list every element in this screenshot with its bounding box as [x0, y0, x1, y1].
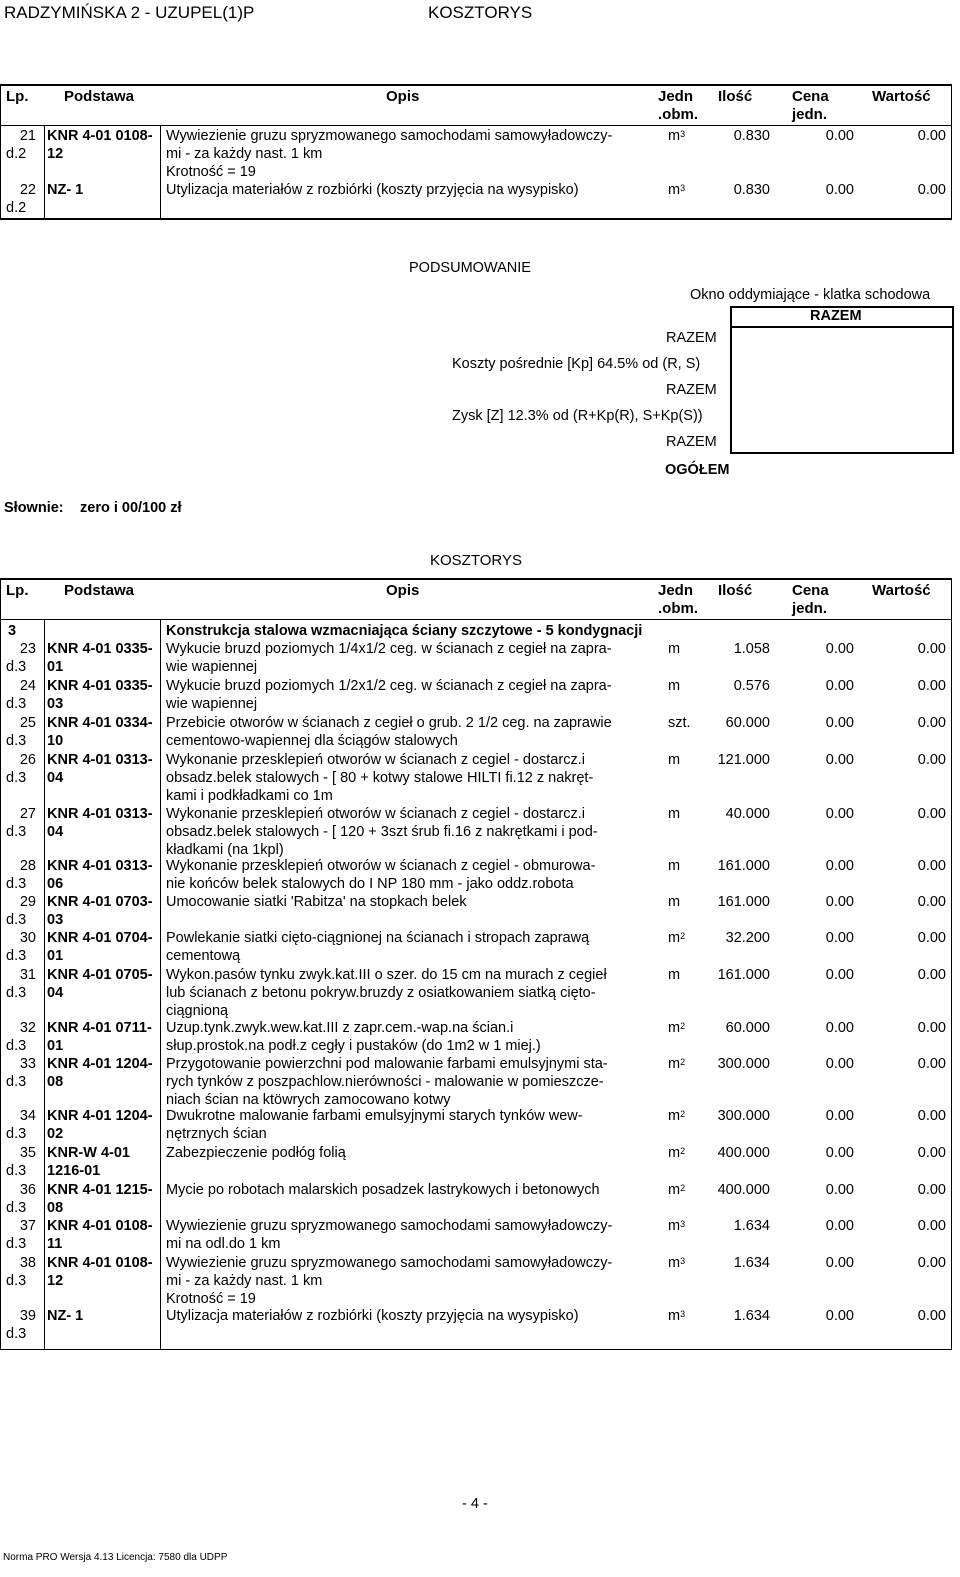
row-podstawa: KNR 4-01 0334- — [47, 715, 153, 731]
row-opis-line: Wywiezienie gruzu spryzmowanego samochodami samowyładowczy- — [166, 1255, 613, 1271]
row-opis-line: Zabezpieczenie podłóg folią — [166, 1145, 346, 1161]
razem-header: RAZEM — [810, 308, 862, 324]
row-wartosc: 0.00 — [917, 128, 946, 144]
row-jedn: $m^3$ — [668, 1218, 686, 1234]
row-cena: 0.00 — [825, 967, 854, 983]
row-jedn: $m^2$ — [668, 1020, 686, 1036]
col-cena-jedn: jedn. — [792, 106, 828, 123]
row-cena: 0.00 — [825, 1056, 854, 1072]
row-ilosc: 32.200 — [725, 930, 770, 946]
table-left-border — [0, 578, 1, 1349]
slownie-label: Słownie: — [4, 500, 64, 516]
table-column-rule — [44, 620, 45, 1349]
row-podstawa-sub: 03 — [47, 696, 64, 712]
row-lp-ref: d.3 — [6, 1273, 27, 1289]
unit-exponent: 2 — [680, 1146, 686, 1156]
row-ilosc: 1.634 — [733, 1308, 770, 1324]
table-bottom-border — [0, 1349, 952, 1350]
unit-exponent: 2 — [680, 1057, 686, 1067]
row-podstawa-sub: 03 — [47, 912, 64, 928]
table-right-border — [951, 578, 952, 1349]
row-podstawa: KNR 4-01 1215- — [47, 1182, 153, 1198]
row-wartosc: 0.00 — [917, 752, 946, 768]
row-lp: 23 — [19, 641, 36, 657]
row-podstawa-sub: 11 — [47, 1236, 63, 1252]
row-opis-line: ciągnioną — [166, 1003, 229, 1019]
row-podstawa: KNR 4-01 0335- — [47, 678, 153, 694]
row-cena: 0.00 — [825, 641, 854, 657]
row-opis-line: wie wapiennej — [166, 696, 258, 712]
row-lp: 26 — [19, 752, 36, 768]
row-lp-ref: d.3 — [6, 1200, 27, 1216]
row-wartosc: 0.00 — [917, 182, 946, 198]
razem-label-3: RAZEM — [666, 434, 717, 450]
row-cena: 0.00 — [825, 1255, 854, 1271]
summary-section-name: Okno oddymiające - klatka schodowa — [690, 287, 931, 303]
row-ilosc: 1.634 — [733, 1255, 770, 1271]
row-jedn: $m^3$ — [668, 128, 686, 144]
col-cena: Cena — [792, 88, 829, 105]
row-cena: 0.00 — [825, 1308, 854, 1324]
row-opis-line: słup.prostok.na podł.z cegły i pustaków (do 1m2 w 1 miej.) — [166, 1038, 541, 1054]
row-lp: 39 — [19, 1308, 36, 1324]
row-jedn: m — [668, 678, 681, 694]
col-ilosc: Ilość — [718, 88, 753, 105]
row-lp: 29 — [19, 894, 36, 910]
row-lp-ref: d.3 — [6, 696, 27, 712]
row-ilosc: 300.000 — [717, 1056, 770, 1072]
row-cena: 0.00 — [825, 128, 854, 144]
row-podstawa-sub: 01 — [47, 659, 64, 675]
col-lp: Lp. — [6, 88, 29, 105]
table-header-top-border — [0, 578, 952, 580]
row-opis-line: Powlekanie siatki cięto-ciągnionej na ścianach i stropach zaprawą — [166, 930, 590, 946]
row-lp-ref: d.3 — [6, 912, 27, 928]
row-lp: 33 — [19, 1056, 36, 1072]
row-jedn: m — [668, 894, 681, 910]
row-jedn: $m^3$ — [668, 182, 686, 198]
row-ilosc: 161.000 — [717, 894, 770, 910]
row-ilosc: 60.000 — [725, 715, 770, 731]
unit-exponent: 3 — [680, 183, 686, 193]
col-jedn: Jedn — [658, 88, 694, 105]
row-podstawa: KNR 4-01 0705- — [47, 967, 153, 983]
row-podstawa: KNR 4-01 0335- — [47, 641, 153, 657]
footer-license: Norma PRO Wersja 4.13 Licencja: 7580 dla UDPP — [3, 1552, 228, 1563]
row-cena: 0.00 — [825, 715, 854, 731]
row-podstawa: KNR 4-01 0313- — [47, 806, 153, 822]
row-opis-line: kami i podkładkami co 1m — [166, 788, 333, 804]
row-cena: 0.00 — [825, 858, 854, 874]
row-wartosc: 0.00 — [917, 1020, 946, 1036]
unit-exponent: 3 — [680, 129, 686, 139]
row-cena: 0.00 — [825, 1020, 854, 1036]
row-ilosc: 40.000 — [725, 806, 770, 822]
row-lp: 32 — [19, 1020, 36, 1036]
row-podstawa-sub: 02 — [47, 1126, 64, 1142]
row-podstawa-sub: 1216-01 — [47, 1163, 101, 1179]
row-wartosc: 0.00 — [917, 858, 946, 874]
section-title: Konstrukcja stalowa wzmacniająca ściany szczytowe - 5 kondygnacji — [166, 623, 643, 639]
row-ilosc: 1.634 — [733, 1218, 770, 1234]
row-opis-line: wie wapiennej — [166, 659, 258, 675]
col-cena-jedn: jedn. — [792, 600, 828, 617]
row-podstawa-sub: 08 — [47, 1200, 64, 1216]
row-lp: 37 — [19, 1218, 36, 1234]
row-podstawa: KNR 4-01 0313- — [47, 858, 153, 874]
row-ilosc: 0.830 — [733, 128, 770, 144]
row-podstawa-sub: 04 — [47, 770, 64, 786]
row-opis-line: Wykucie bruzd poziomych 1/4x1/2 ceg. w ścianach z cegieł na zapra- — [166, 641, 612, 657]
row-lp-ref: d.3 — [6, 824, 27, 840]
row-cena: 0.00 — [825, 1218, 854, 1234]
col-opis: Opis — [386, 582, 420, 599]
page-number: - 4 - — [462, 1496, 488, 1512]
document-title: RADZYMIŃSKA 2 - UZUPEL(1)P — [4, 3, 255, 22]
row-opis-line: Przygotowanie powierzchni pod malowanie farbami emulsyjnymi sta- — [166, 1056, 608, 1072]
row-lp: 38 — [19, 1255, 36, 1271]
koszty-posrednie-label: Koszty pośrednie [Kp] 64.5% od (R, S) — [452, 356, 701, 372]
row-jedn: $m^2$ — [668, 930, 686, 946]
row-lp: 25 — [19, 715, 36, 731]
row-wartosc: 0.00 — [917, 715, 946, 731]
row-opis-line: Krotność = 19 — [166, 164, 256, 180]
row-podstawa-sub: 12 — [47, 146, 64, 162]
row-podstawa-sub: 01 — [47, 948, 64, 964]
row-opis-line: Utylizacja materiałów z rozbiórki (koszty przyjęcia na wysypisko) — [166, 182, 579, 198]
col-jedn: Jedn — [658, 582, 694, 599]
row-podstawa: KNR 4-01 0704- — [47, 930, 153, 946]
row-opis-line: Krotność = 19 — [166, 1291, 256, 1307]
row-wartosc: 0.00 — [917, 894, 946, 910]
col-wartosc: Wartość — [872, 88, 931, 105]
col-podstawa: Podstawa — [64, 582, 135, 599]
row-podstawa-sub: 10 — [47, 733, 64, 749]
row-opis-line: cementowo-wapiennej dla ściągów stalowych — [166, 733, 458, 749]
row-cena: 0.00 — [825, 1182, 854, 1198]
row-wartosc: 0.00 — [917, 1308, 946, 1324]
row-opis-line: Mycie po robotach malarskich posadzek lastrykowych i betonowych — [166, 1182, 600, 1198]
row-lp-ref: d.2 — [6, 146, 27, 162]
row-jedn: m — [668, 967, 681, 983]
row-opis-line: obsadz.belek stalowych - [ 80 + kotwy stalowe HILTI fi.12 z nakręt- — [166, 770, 594, 786]
row-wartosc: 0.00 — [917, 678, 946, 694]
row-wartosc: 0.00 — [917, 967, 946, 983]
row-opis-line: Wykonanie przesklepień otworów w ścianach z cegiel - dostarcz.i — [166, 752, 585, 768]
row-wartosc: 0.00 — [917, 1182, 946, 1198]
row-wartosc: 0.00 — [917, 1218, 946, 1234]
row-podstawa: KNR 4-01 0703- — [47, 894, 153, 910]
row-lp: 36 — [19, 1182, 36, 1198]
row-podstawa: KNR 4-01 0108- — [47, 1255, 153, 1271]
row-opis-line: mi na odl.do 1 km — [166, 1236, 281, 1252]
row-ilosc: 300.000 — [717, 1108, 770, 1124]
row-opis-line: Wykonanie przesklepień otworów w ścianach z cegiel - obmurowa- — [166, 858, 596, 874]
row-jedn: $m^2$ — [668, 1182, 686, 1198]
razem-label-2: RAZEM — [666, 382, 717, 398]
unit-exponent: 2 — [680, 931, 686, 941]
row-lp-ref: d.2 — [6, 200, 27, 216]
row-podstawa-sub: 04 — [47, 985, 64, 1001]
row-lp: 21 — [19, 128, 36, 144]
row-lp: 35 — [19, 1145, 36, 1161]
unit-exponent: 3 — [680, 1309, 686, 1319]
row-lp-ref: d.3 — [6, 1126, 27, 1142]
col-podstawa: Podstawa — [64, 88, 135, 105]
table-column-rule — [160, 620, 161, 1349]
row-lp: 22 — [19, 182, 36, 198]
row-cena: 0.00 — [825, 752, 854, 768]
row-lp: 27 — [19, 806, 36, 822]
col-lp: Lp. — [6, 582, 29, 599]
zysk-label: Zysk [Z] 12.3% od (R+Kp(R), S+Kp(S)) — [452, 408, 703, 424]
row-lp: 24 — [19, 678, 36, 694]
row-cena: 0.00 — [825, 930, 854, 946]
row-lp-ref: d.3 — [6, 1163, 27, 1179]
row-opis-line: Przebicie otworów w ścianach z cegieł o grub. 2 1/2 ceg. na zaprawie — [166, 715, 612, 731]
row-opis-line: mi - za każdy nast. 1 km — [166, 1273, 323, 1289]
row-ilosc: 1.058 — [733, 641, 770, 657]
row-lp-ref: d.3 — [6, 659, 27, 675]
row-opis-line: Umocowanie siatki 'Rabitza' na stopkach belek — [166, 894, 467, 910]
row-opis-line: lub ścianach z betonu pokryw.bruzdy z osiatkowaniem siatką cięto- — [166, 985, 596, 1001]
row-ilosc: 161.000 — [717, 858, 770, 874]
row-cena: 0.00 — [825, 678, 854, 694]
row-opis-line: Uzup.tynk.zwyk.wew.kat.III z zapr.cem.-wap.na ścian.i — [166, 1020, 514, 1036]
row-lp: 30 — [19, 930, 36, 946]
row-ilosc: 60.000 — [725, 1020, 770, 1036]
row-cena: 0.00 — [825, 1145, 854, 1161]
unit-exponent: 2 — [680, 1109, 686, 1119]
row-jedn: $m^3$ — [668, 1308, 686, 1324]
row-wartosc: 0.00 — [917, 641, 946, 657]
col-opis: Opis — [386, 88, 420, 105]
row-wartosc: 0.00 — [917, 1056, 946, 1072]
row-cena: 0.00 — [825, 1108, 854, 1124]
row-jedn: $m^2$ — [668, 1145, 686, 1161]
col-jedn-obm: .obm. — [658, 600, 698, 617]
row-podstawa: KNR 4-01 0108- — [47, 1218, 153, 1234]
row-podstawa: NZ- 1 — [47, 182, 84, 198]
row-lp-ref: d.3 — [6, 1038, 27, 1054]
row-opis-line: Wykonanie przesklepień otworów w ścianach z cegiel - dostarcz.i — [166, 806, 585, 822]
row-lp-ref: d.3 — [6, 1074, 27, 1090]
section-number: 3 — [8, 623, 17, 639]
row-podstawa: KNR 4-01 1204- — [47, 1108, 153, 1124]
row-opis-line: mi - za każdy nast. 1 km — [166, 146, 323, 162]
unit-exponent: 3 — [680, 1219, 686, 1229]
row-lp-ref: d.3 — [6, 1326, 27, 1342]
row-opis-line: nie końców belek stalowych do I NP 180 mm - jako oddz.robota — [166, 876, 574, 892]
row-lp: 34 — [19, 1108, 36, 1124]
row-jedn: m — [668, 858, 681, 874]
row-podstawa: KNR 4-01 0313- — [47, 752, 153, 768]
col-ilosc: Ilość — [718, 582, 753, 599]
row-podstawa: KNR-W 4-01 — [47, 1145, 130, 1161]
row-podstawa-sub: 12 — [47, 1273, 64, 1289]
row-ilosc: 400.000 — [717, 1182, 770, 1198]
row-opis-line: Wywiezienie gruzu spryzmowanego samochodami samowyładowczy- — [166, 1218, 613, 1234]
row-opis-line: Dwukrotne malowanie farbami emulsyjnymi starych tynków wew- — [166, 1108, 583, 1124]
row-wartosc: 0.00 — [917, 930, 946, 946]
row-opis-line: Utylizacja materiałów z rozbiórki (koszty przyjęcia na wysypisko) — [166, 1308, 579, 1324]
row-cena: 0.00 — [825, 894, 854, 910]
unit-exponent: 3 — [680, 1256, 686, 1266]
row-cena: 0.00 — [825, 182, 854, 198]
row-jedn: $m^2$ — [668, 1056, 686, 1072]
col-wartosc: Wartość — [872, 582, 931, 599]
row-podstawa-sub: 04 — [47, 824, 64, 840]
row-lp-ref: d.3 — [6, 770, 27, 786]
table-header-bottom-border — [0, 619, 952, 620]
row-podstawa-sub: 08 — [47, 1074, 64, 1090]
row-podstawa: NZ- 1 — [47, 1308, 84, 1324]
unit-exponent: 2 — [680, 1183, 686, 1193]
row-opis-line: obsadz.belek stalowych - [ 120 + 3szt śrub fi.16 z nakrętkami i pod- — [166, 824, 598, 840]
row-lp-ref: d.3 — [6, 985, 27, 1001]
razem-label-1: RAZEM — [666, 330, 717, 346]
row-opis-line: Wykon.pasów tynku zwyk.kat.III o szer. do 15 cm na murach z cegieł — [166, 967, 607, 983]
row-lp-ref: d.3 — [6, 948, 27, 964]
unit-exponent: 2 — [680, 1021, 686, 1031]
row-podstawa: KNR 4-01 0711- — [47, 1020, 152, 1036]
kosztorys-title: KOSZTORYS — [430, 552, 522, 569]
row-lp: 28 — [19, 858, 36, 874]
row-podstawa-sub: 06 — [47, 876, 64, 892]
row-opis-line: Wywiezienie gruzu spryzmowanego samochodami samowyładowczy- — [166, 128, 613, 144]
row-ilosc: 121.000 — [717, 752, 770, 768]
row-wartosc: 0.00 — [917, 1108, 946, 1124]
row-jedn: $m^3$ — [668, 1255, 686, 1271]
col-cena: Cena — [792, 582, 829, 599]
row-wartosc: 0.00 — [917, 806, 946, 822]
row-opis-line: rych tynków z poszpachlow.nierówności - malowanie w pomieszcze- — [166, 1074, 604, 1090]
row-ilosc: 400.000 — [717, 1145, 770, 1161]
row-opis-line: nętrznych ścian — [166, 1126, 267, 1142]
row-jedn: m — [668, 806, 681, 822]
slownie-value: zero i 00/100 zł — [80, 500, 182, 516]
row-jedn: m — [668, 641, 681, 657]
row-podstawa-sub: 01 — [47, 1038, 64, 1054]
row-ilosc: 161.000 — [717, 967, 770, 983]
row-jedn: m — [668, 752, 681, 768]
ogolem-label: OGÓŁEM — [665, 462, 730, 478]
row-lp-ref: d.3 — [6, 1236, 27, 1252]
row-opis-line: cementową — [166, 948, 241, 964]
row-cena: 0.00 — [825, 806, 854, 822]
summary-title: PODSUMOWANIE — [409, 260, 531, 276]
row-opis-line: kładkami (na 1kpl) — [166, 842, 284, 858]
row-podstawa: KNR 4-01 0108- — [47, 128, 153, 144]
col-jedn-obm: .obm. — [658, 106, 698, 123]
document-type: KOSZTORYS — [428, 3, 533, 22]
row-lp-ref: d.3 — [6, 733, 27, 749]
row-wartosc: 0.00 — [917, 1145, 946, 1161]
row-jedn: szt. — [668, 715, 691, 731]
row-lp-ref: d.3 — [6, 876, 27, 892]
row-opis-line: niach ścian na ktöwrych zamocowano kotwy — [166, 1092, 451, 1108]
row-podstawa: KNR 4-01 1204- — [47, 1056, 153, 1072]
row-jedn: $m^2$ — [668, 1108, 686, 1124]
row-wartosc: 0.00 — [917, 1255, 946, 1271]
row-ilosc: 0.576 — [733, 678, 770, 694]
row-opis-line: Wykucie bruzd poziomych 1/2x1/2 ceg. w ścianach z cegieł na zapra- — [166, 678, 612, 694]
row-ilosc: 0.830 — [733, 182, 770, 198]
row-lp: 31 — [19, 967, 36, 983]
